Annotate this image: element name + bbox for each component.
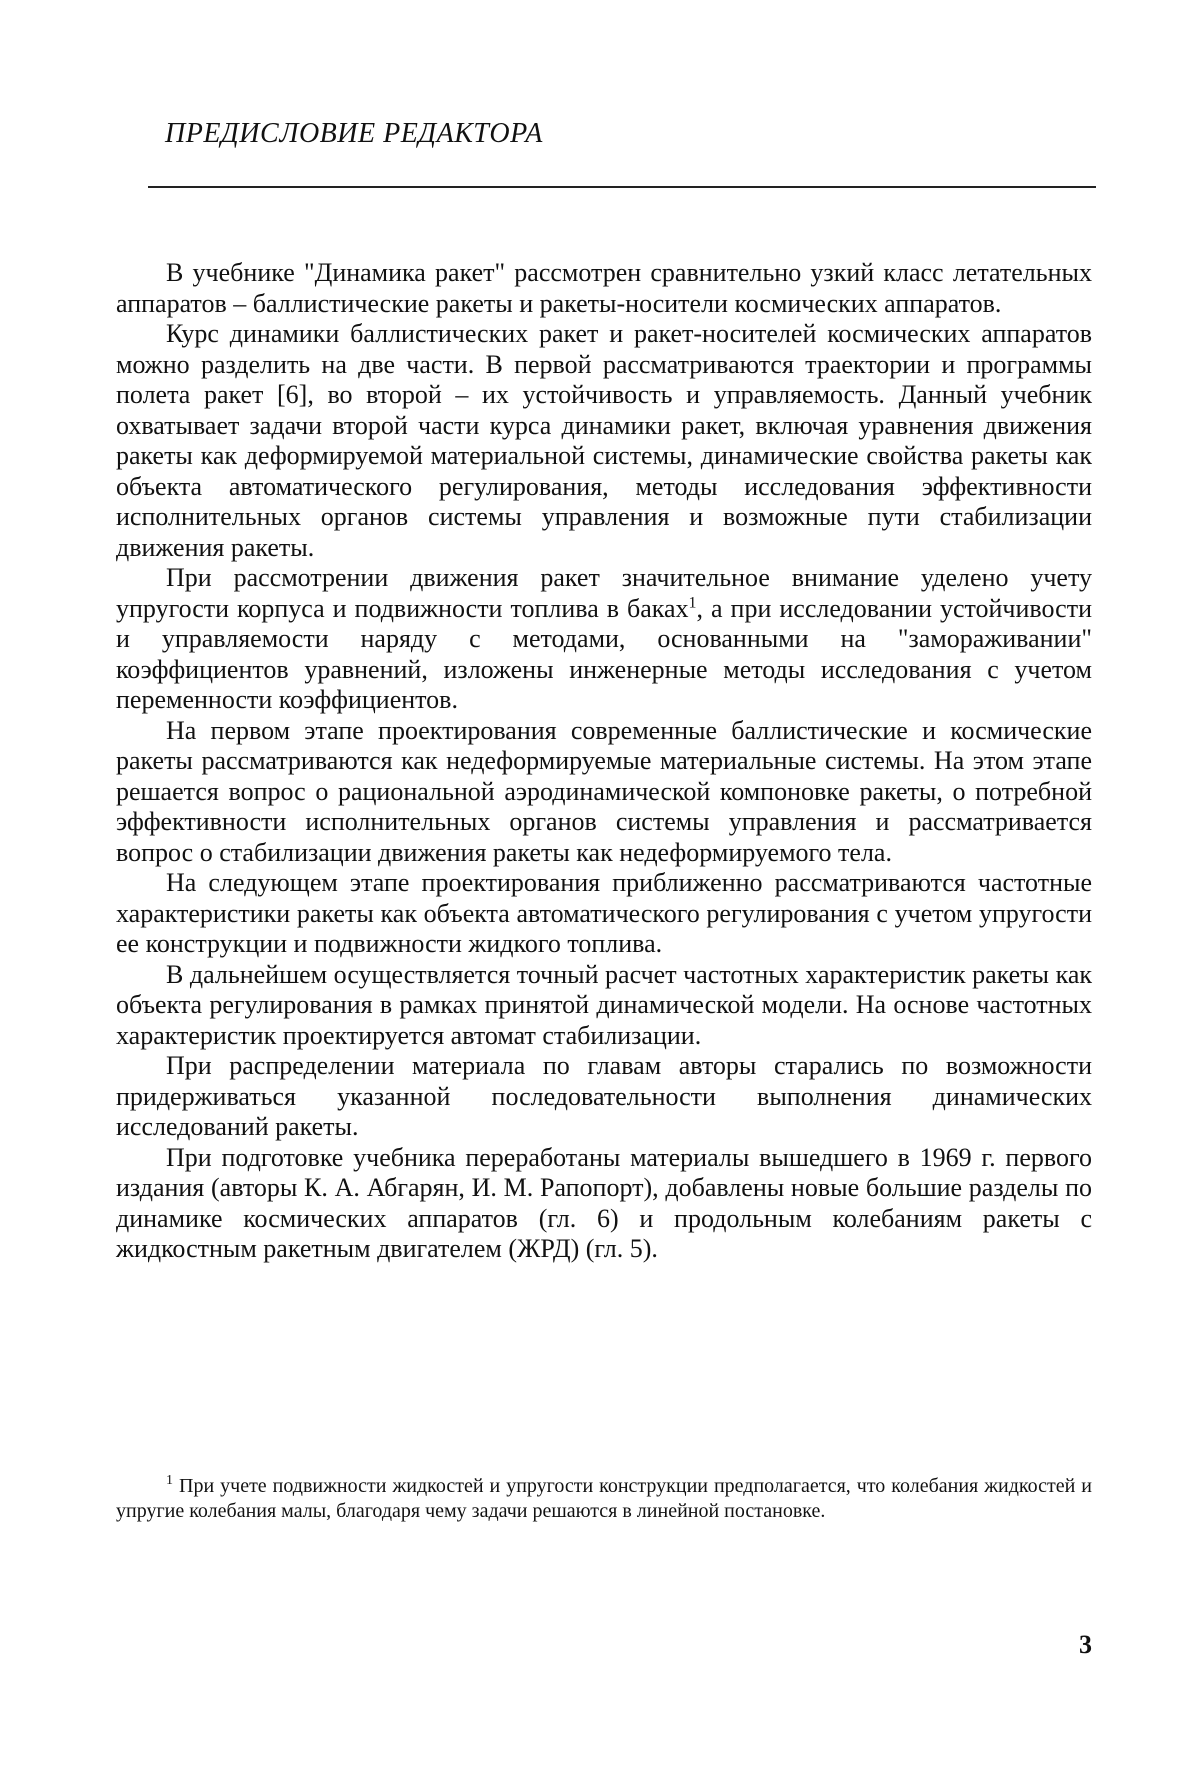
paragraph-3 [116, 563, 1092, 716]
section-title: ПРЕДИСЛОВИЕ РЕДАКТОРА [165, 118, 543, 149]
paragraph-6: В дальнейшем осуществляется точный расчет частотных характеристик ракеты как объекта регулирования в рамках принятой динамической модели. На основе частотных характеристик проектируется автомат стабилизации. [116, 959, 1092, 1050]
header-rule [148, 186, 1096, 188]
footnote-text: При учете подвижности жидкостей и упругости конструкции предполагается, что колебания жидкостей и упругие колебания малы, благодаря чему задачи решаются в линейной постановке. [116, 1475, 1092, 1522]
body-text [116, 258, 1092, 1265]
paragraph-1: В учебнике "Динамика ракет" рассмотрен сравнительно узкий класс летательных аппаратов – баллистические ракеты и ракеты-носители космических аппаратов. [116, 258, 1092, 318]
footnote [116, 1474, 1092, 1524]
footnote-mark: 1 [166, 1473, 173, 1489]
paragraph-8: При подготовке учебника переработаны материалы вышедшего в 1969 г. первого издания (авторы К. А. Абгарян, И. М. Рапопорт), добавлены новые большие разделы по динамике космических аппаратов (гл. 6) и продольным колебаниям ракеты с жидкостным ракетным двигателем (ЖРД) (гл. 5). [116, 1142, 1092, 1263]
paragraph-5: На следующем этапе проектирования приближенно рассматриваются частотные характеристики ракеты как объекта автоматического регулирования с учетом упругости ее конструкции и подвижности жидкого топлива. [116, 868, 1092, 958]
paragraph-7: При распределении материала по главам авторы старались по возможности придерживаться указанной последовательности выполнения динамических исследований ракеты. [116, 1051, 1092, 1141]
paragraph-2: Курс динамики баллистических ракет и ракет-носителей космических аппаратов можно разделить на две части. В первой рассматриваются траектории и программы полета ракет [6], во второй – их устойчивость и управляемость. Данный учебник охватывает задачи второй части курса динамики ракет, включая уравнения движения ракеты как деформируемой материальной системы, динамические свойства ракеты как объекта автоматического регулирования, методы исследования эффективности исполнительных органов системы управления и возможные пути стабилизации движения ракеты. [116, 319, 1092, 562]
paragraph-3-text-after: , а при исследовании устойчивости и управляемости наряду с методами, основанными на "замораживании" коэффициентов уравнений, изложены инженерные методы исследования с учетом переменности коэффициентов. [116, 593, 1092, 714]
paragraph-3-text-before: При рассмотрении движения ракет значительное внимание уделено учету упругости корпуса и подвижности топлива в баках [116, 563, 1092, 623]
page-number: 3 [1079, 1630, 1092, 1659]
footnote-reference: 1 [688, 593, 697, 611]
paragraph-4: На первом этапе проектирования современные баллистические и космические ракеты рассматриваются как недеформируемые материальные системы. На этом этапе решается вопрос о рациональной аэродинамической компоновке ракеты, о потребной эффективности исполнительных органов системы управления и рассматривается вопрос о стабилизации движения ракеты как недеформируемого тела. [116, 715, 1092, 867]
